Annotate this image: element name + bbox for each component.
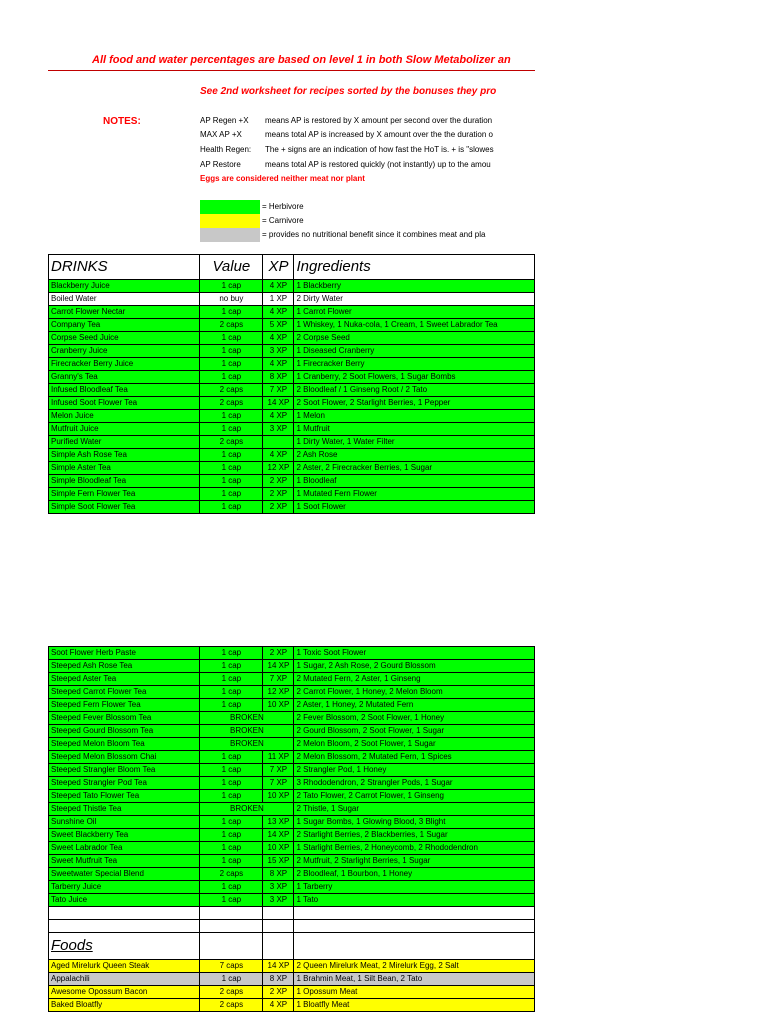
cell-value: 1 cap: [200, 345, 263, 358]
table-row: [49, 462, 535, 475]
cell-name: Firecracker Berry Juice: [49, 358, 200, 371]
cell-ingredients: 1 Melon: [294, 410, 535, 423]
cell-name: Sweet Mutfruit Tea: [49, 855, 200, 868]
cell-value: no buy: [200, 293, 263, 306]
cell-value: 1 cap: [200, 777, 263, 790]
table-row: [49, 868, 535, 881]
cell-ingredients: 1 Tarberry: [294, 881, 535, 894]
note-row: [200, 160, 491, 169]
cell-xp: 4 XP: [263, 358, 294, 371]
note-row: [200, 130, 493, 139]
cell-value: 1 cap: [200, 686, 263, 699]
cell-value: 1 cap: [200, 280, 263, 293]
cell-value: 1 cap: [200, 358, 263, 371]
cell-value: 1 cap: [200, 790, 263, 803]
table-row: [49, 973, 535, 986]
cell-ingredients: 3 Rhododendron, 2 Strangler Pods, 1 Sugar: [294, 777, 535, 790]
table-row: [49, 410, 535, 423]
cell-value: 1 cap: [200, 673, 263, 686]
table-row: [49, 764, 535, 777]
cell-value: 1 cap: [200, 660, 263, 673]
table-row: [49, 960, 535, 973]
table-row: [49, 488, 535, 501]
drinks-header-name: DRINKS: [49, 255, 200, 280]
cell-ingredients: 1 Whiskey, 1 Nuka-cola, 1 Cream, 1 Sweet Labrador Tea: [294, 319, 535, 332]
cell-value: 2 caps: [200, 384, 263, 397]
cell-name: Boiled Water: [49, 293, 200, 306]
cell-value: 1 cap: [200, 816, 263, 829]
table-row: [49, 699, 535, 712]
cell-name: Tato Juice: [49, 894, 200, 907]
cell-name: Steeped Thistle Tea: [49, 803, 200, 816]
table-row: [49, 397, 535, 410]
cell-xp: 12 XP: [263, 686, 294, 699]
table-row: [49, 738, 535, 751]
cell-ingredients: 1 Toxic Soot Flower: [294, 647, 535, 660]
cell-xp: 12 XP: [263, 462, 294, 475]
cell-name: Infused Soot Flower Tea: [49, 397, 200, 410]
page-subtitle: See 2nd worksheet for recipes sorted by the bonuses they pro: [200, 86, 497, 97]
cell-name: Melon Juice: [49, 410, 200, 423]
cell-value: BROKEN: [200, 712, 294, 725]
cell-name: Steeped Aster Tea: [49, 673, 200, 686]
cell-value: 1 cap: [200, 842, 263, 855]
cell-value: 1 cap: [200, 306, 263, 319]
table-row: [49, 280, 535, 293]
cell-name: Corpse Seed Juice: [49, 332, 200, 345]
cell-xp: 14 XP: [263, 660, 294, 673]
cell-value: BROKEN: [200, 725, 294, 738]
cell-value: 2 caps: [200, 436, 263, 449]
cell-xp: 2 XP: [263, 986, 294, 999]
cell-ingredients: 1 Bloodleaf: [294, 475, 535, 488]
cell-value: 1 cap: [200, 699, 263, 712]
cell-value: 1 cap: [200, 488, 263, 501]
cell-ingredients: 2 Tato Flower, 2 Carrot Flower, 1 Ginseng: [294, 790, 535, 803]
cell-xp: 14 XP: [263, 829, 294, 842]
cell-xp: 3 XP: [263, 894, 294, 907]
cell-ingredients: 1 Soot Flower: [294, 501, 535, 514]
table-row: [49, 894, 535, 907]
cell-ingredients: 2 Gourd Blossom, 2 Soot Flower, 1 Sugar: [294, 725, 535, 738]
cell-value: 1 cap: [200, 410, 263, 423]
cell-xp: 3 XP: [263, 881, 294, 894]
cell-ingredients: 2 Strangler Pod, 1 Honey: [294, 764, 535, 777]
cell-name: Soot Flower Herb Paste: [49, 647, 200, 660]
cell-value: BROKEN: [200, 738, 294, 751]
cell-value: 7 caps: [200, 960, 263, 973]
cell-ingredients: 1 Tato: [294, 894, 535, 907]
cell-ingredients: 2 Mutfruit, 2 Starlight Berries, 1 Sugar: [294, 855, 535, 868]
cell-ingredients: 2 Fever Blossom, 2 Soot Flower, 1 Honey: [294, 712, 535, 725]
table-row: [49, 358, 535, 371]
cell-ingredients: 1 Starlight Berries, 2 Honeycomb, 2 Rhododendron: [294, 842, 535, 855]
cell-name: Mutfruit Juice: [49, 423, 200, 436]
drinks-header-value: Value: [200, 255, 263, 280]
legend-swatch: [200, 228, 260, 242]
cell-xp: 7 XP: [263, 777, 294, 790]
note-term: AP Regen +X: [200, 116, 249, 125]
empty-cell: [200, 933, 263, 960]
table-row: [49, 725, 535, 738]
cell-xp: 2 XP: [263, 475, 294, 488]
note-desc: means total AP is increased by X amount over the the duration o: [265, 130, 493, 139]
cell-name: Awesome Opossum Bacon: [49, 986, 200, 999]
cell-ingredients: 1 Blackberry: [294, 280, 535, 293]
cell-value: 2 caps: [200, 319, 263, 332]
cell-name: Blackberry Juice: [49, 280, 200, 293]
eggs-note: Eggs are considered neither meat nor plant: [200, 174, 365, 183]
cell-xp: 13 XP: [263, 816, 294, 829]
cell-value: 1 cap: [200, 423, 263, 436]
cell-ingredients: 1 Firecracker Berry: [294, 358, 535, 371]
table-row: [49, 449, 535, 462]
note-desc: means AP is restored by X amount per second over the duration: [265, 116, 493, 125]
table-row: [49, 332, 535, 345]
table-row: [49, 842, 535, 855]
cell-ingredients: 2 Bloodleaf / 1 Ginseng Root / 2 Tato: [294, 384, 535, 397]
blank-row: [49, 920, 535, 933]
cell-ingredients: 1 Mutfruit: [294, 423, 535, 436]
legend-label: = provides no nutritional benefit since it combines meat and pla: [262, 230, 486, 239]
table-row: [49, 751, 535, 764]
empty-cell: [49, 920, 200, 933]
empty-cell: [49, 907, 200, 920]
cell-name: Steeped Strangler Pod Tea: [49, 777, 200, 790]
cell-name: Sweet Blackberry Tea: [49, 829, 200, 842]
cell-name: Tarberry Juice: [49, 881, 200, 894]
cell-ingredients: 1 Cranberry, 2 Soot Flowers, 1 Sugar Bombs: [294, 371, 535, 384]
cell-name: Steeped Ash Rose Tea: [49, 660, 200, 673]
table-row: [49, 855, 535, 868]
cell-value: 2 caps: [200, 868, 263, 881]
cell-name: Steeped Melon Bloom Tea: [49, 738, 200, 751]
empty-cell: [263, 907, 294, 920]
cell-name: Steeped Fever Blossom Tea: [49, 712, 200, 725]
empty-cell: [294, 933, 535, 960]
drinks-header-ingredients: Ingredients: [294, 255, 535, 280]
table-row: [49, 384, 535, 397]
empty-cell: [263, 933, 294, 960]
empty-cell: [294, 920, 535, 933]
cell-value: 1 cap: [200, 751, 263, 764]
table-row: [49, 423, 535, 436]
table-row: [49, 777, 535, 790]
table-row: [49, 986, 535, 999]
cell-value: BROKEN: [200, 803, 294, 816]
drinks-header-row: [49, 255, 535, 280]
cell-xp: 11 XP: [263, 751, 294, 764]
cell-name: Aged Mirelurk Queen Steak: [49, 960, 200, 973]
legend-label: = Herbivore: [262, 202, 304, 211]
cell-name: Steeped Tato Flower Tea: [49, 790, 200, 803]
cell-ingredients: 2 Carrot Flower, 1 Honey, 2 Melon Bloom: [294, 686, 535, 699]
table-row: [49, 436, 535, 449]
cell-xp: 4 XP: [263, 999, 294, 1012]
cell-value: 2 caps: [200, 999, 263, 1012]
cell-xp: 4 XP: [263, 449, 294, 462]
cell-xp: 15 XP: [263, 855, 294, 868]
cell-xp: [263, 436, 294, 449]
legend-swatch: [200, 200, 260, 214]
cell-value: 1 cap: [200, 371, 263, 384]
table-row: [49, 319, 535, 332]
cell-ingredients: 2 Melon Bloom, 2 Soot Flower, 1 Sugar: [294, 738, 535, 751]
empty-cell: [200, 920, 263, 933]
cell-name: Purified Water: [49, 436, 200, 449]
cell-value: 1 cap: [200, 475, 263, 488]
cell-name: Sweet Labrador Tea: [49, 842, 200, 855]
cell-value: 1 cap: [200, 881, 263, 894]
cell-value: 1 cap: [200, 332, 263, 345]
cell-ingredients: 1 Carrot Flower: [294, 306, 535, 319]
cell-xp: 7 XP: [263, 384, 294, 397]
cell-xp: 7 XP: [263, 764, 294, 777]
table-row: [49, 371, 535, 384]
cell-name: Infused Bloodleaf Tea: [49, 384, 200, 397]
cell-value: 1 cap: [200, 894, 263, 907]
cell-value: 1 cap: [200, 973, 263, 986]
cell-ingredients: 2 Corpse Seed: [294, 332, 535, 345]
cell-ingredients: 2 Dirty Water: [294, 293, 535, 306]
table-row: [49, 345, 535, 358]
cell-ingredients: 2 Mutated Fern, 2 Aster, 1 Ginseng: [294, 673, 535, 686]
cell-xp: 10 XP: [263, 790, 294, 803]
cell-value: 1 cap: [200, 501, 263, 514]
cell-xp: 4 XP: [263, 280, 294, 293]
cell-name: Steeped Carrot Flower Tea: [49, 686, 200, 699]
cell-name: Simple Ash Rose Tea: [49, 449, 200, 462]
cell-name: Simple Bloodleaf Tea: [49, 475, 200, 488]
legend-label: = Carnivore: [262, 216, 304, 225]
cell-ingredients: 1 Sugar Bombs, 1 Glowing Blood, 3 Blight: [294, 816, 535, 829]
cell-value: 1 cap: [200, 462, 263, 475]
table-row: [49, 829, 535, 842]
table-row: [49, 306, 535, 319]
table-row: [49, 790, 535, 803]
drinks-table-continued: [48, 646, 535, 1012]
cell-name: Granny's Tea: [49, 371, 200, 384]
note-row: [200, 145, 494, 154]
foods-header: Foods: [49, 933, 200, 960]
note-term: MAX AP +X: [200, 130, 242, 139]
cell-value: 1 cap: [200, 764, 263, 777]
cell-name: Cranberry Juice: [49, 345, 200, 358]
table-row: [49, 686, 535, 699]
cell-ingredients: 1 Mutated Fern Flower: [294, 488, 535, 501]
notes-label: NOTES:: [103, 116, 141, 127]
cell-xp: 4 XP: [263, 306, 294, 319]
cell-xp: 14 XP: [263, 397, 294, 410]
cell-name: Sweetwater Special Blend: [49, 868, 200, 881]
drinks-header-xp: XP: [263, 255, 294, 280]
foods-header-row: [49, 933, 535, 960]
cell-xp: 1 XP: [263, 293, 294, 306]
cell-xp: 5 XP: [263, 319, 294, 332]
cell-xp: 8 XP: [263, 973, 294, 986]
cell-ingredients: 1 Opossum Meat: [294, 986, 535, 999]
cell-xp: 2 XP: [263, 647, 294, 660]
cell-name: Simple Aster Tea: [49, 462, 200, 475]
cell-xp: 4 XP: [263, 332, 294, 345]
table-row: [49, 712, 535, 725]
note-term: Health Regen:: [200, 145, 252, 154]
cell-xp: 10 XP: [263, 699, 294, 712]
table-row: [49, 803, 535, 816]
table-row: [49, 501, 535, 514]
title-underline: [48, 70, 535, 71]
table-row: [49, 816, 535, 829]
cell-ingredients: 1 Brahmin Meat, 1 Silt Bean, 2 Tato: [294, 973, 535, 986]
table-row: [49, 647, 535, 660]
cell-xp: 2 XP: [263, 488, 294, 501]
note-row: [200, 116, 492, 125]
cell-ingredients: 1 Bloatfly Meat: [294, 999, 535, 1012]
cell-value: 1 cap: [200, 829, 263, 842]
table-row: [49, 660, 535, 673]
cell-name: Steeped Gourd Blossom Tea: [49, 725, 200, 738]
cell-name: Sunshine Oil: [49, 816, 200, 829]
cell-name: Carrot Flower Nectar: [49, 306, 200, 319]
cell-value: 2 caps: [200, 986, 263, 999]
cell-value: 2 caps: [200, 397, 263, 410]
empty-cell: [294, 907, 535, 920]
table-row: [49, 881, 535, 894]
cell-ingredients: 2 Starlight Berries, 2 Blackberries, 1 Sugar: [294, 829, 535, 842]
cell-xp: 7 XP: [263, 673, 294, 686]
cell-ingredients: 2 Queen Mirelurk Meat, 2 Mirelurk Egg, 2 Salt: [294, 960, 535, 973]
cell-value: 1 cap: [200, 647, 263, 660]
cell-ingredients: 2 Aster, 2 Firecracker Berries, 1 Sugar: [294, 462, 535, 475]
empty-cell: [263, 920, 294, 933]
cell-xp: 14 XP: [263, 960, 294, 973]
cell-xp: 8 XP: [263, 371, 294, 384]
cell-name: Steeped Fern Flower Tea: [49, 699, 200, 712]
cell-ingredients: 2 Thistle, 1 Sugar: [294, 803, 535, 816]
cell-name: Baked Bloatfly: [49, 999, 200, 1012]
table-row: [49, 293, 535, 306]
cell-xp: 8 XP: [263, 868, 294, 881]
cell-ingredients: 2 Bloodleaf, 1 Bourbon, 1 Honey: [294, 868, 535, 881]
cell-name: Simple Soot Flower Tea: [49, 501, 200, 514]
note-desc: means total AP is restored quickly (not instantly) up to the amou: [265, 160, 491, 169]
cell-name: Steeped Melon Blossom Chai: [49, 751, 200, 764]
cell-value: 1 cap: [200, 449, 263, 462]
cell-ingredients: 1 Sugar, 2 Ash Rose, 2 Gourd Blossom: [294, 660, 535, 673]
cell-ingredients: 2 Aster, 1 Honey, 2 Mutated Fern: [294, 699, 535, 712]
empty-cell: [200, 907, 263, 920]
cell-ingredients: 2 Ash Rose: [294, 449, 535, 462]
legend-neutral: [200, 228, 535, 242]
cell-xp: 2 XP: [263, 501, 294, 514]
cell-name: Simple Fern Flower Tea: [49, 488, 200, 501]
cell-xp: 3 XP: [263, 345, 294, 358]
cell-value: 1 cap: [200, 855, 263, 868]
table-row: [49, 475, 535, 488]
legend-swatch: [200, 214, 260, 228]
cell-name: Company Tea: [49, 319, 200, 332]
note-term: AP Restore: [200, 160, 241, 169]
blank-row: [49, 907, 535, 920]
cell-xp: 10 XP: [263, 842, 294, 855]
cell-name: Steeped Strangler Bloom Tea: [49, 764, 200, 777]
legend-carnivore: [200, 214, 535, 228]
cell-ingredients: 2 Soot Flower, 2 Starlight Berries, 1 Pepper: [294, 397, 535, 410]
cell-xp: 3 XP: [263, 423, 294, 436]
table-row: [49, 673, 535, 686]
drinks-table: [48, 254, 535, 514]
cell-ingredients: 1 Dirty Water, 1 Water Filter: [294, 436, 535, 449]
cell-ingredients: 1 Diseased Cranberry: [294, 345, 535, 358]
cell-ingredients: 2 Melon Blossom, 2 Mutated Fern, 1 Spices: [294, 751, 535, 764]
legend-herbivore: [200, 200, 535, 214]
table-row: [49, 999, 535, 1012]
page-title: All food and water percentages are based on level 1 in both Slow Metabolizer an: [92, 54, 511, 66]
cell-xp: 4 XP: [263, 410, 294, 423]
note-desc: The + signs are an indication of how fast the HoT is. + is "slowes: [265, 145, 494, 154]
cell-name: Appalachili: [49, 973, 200, 986]
